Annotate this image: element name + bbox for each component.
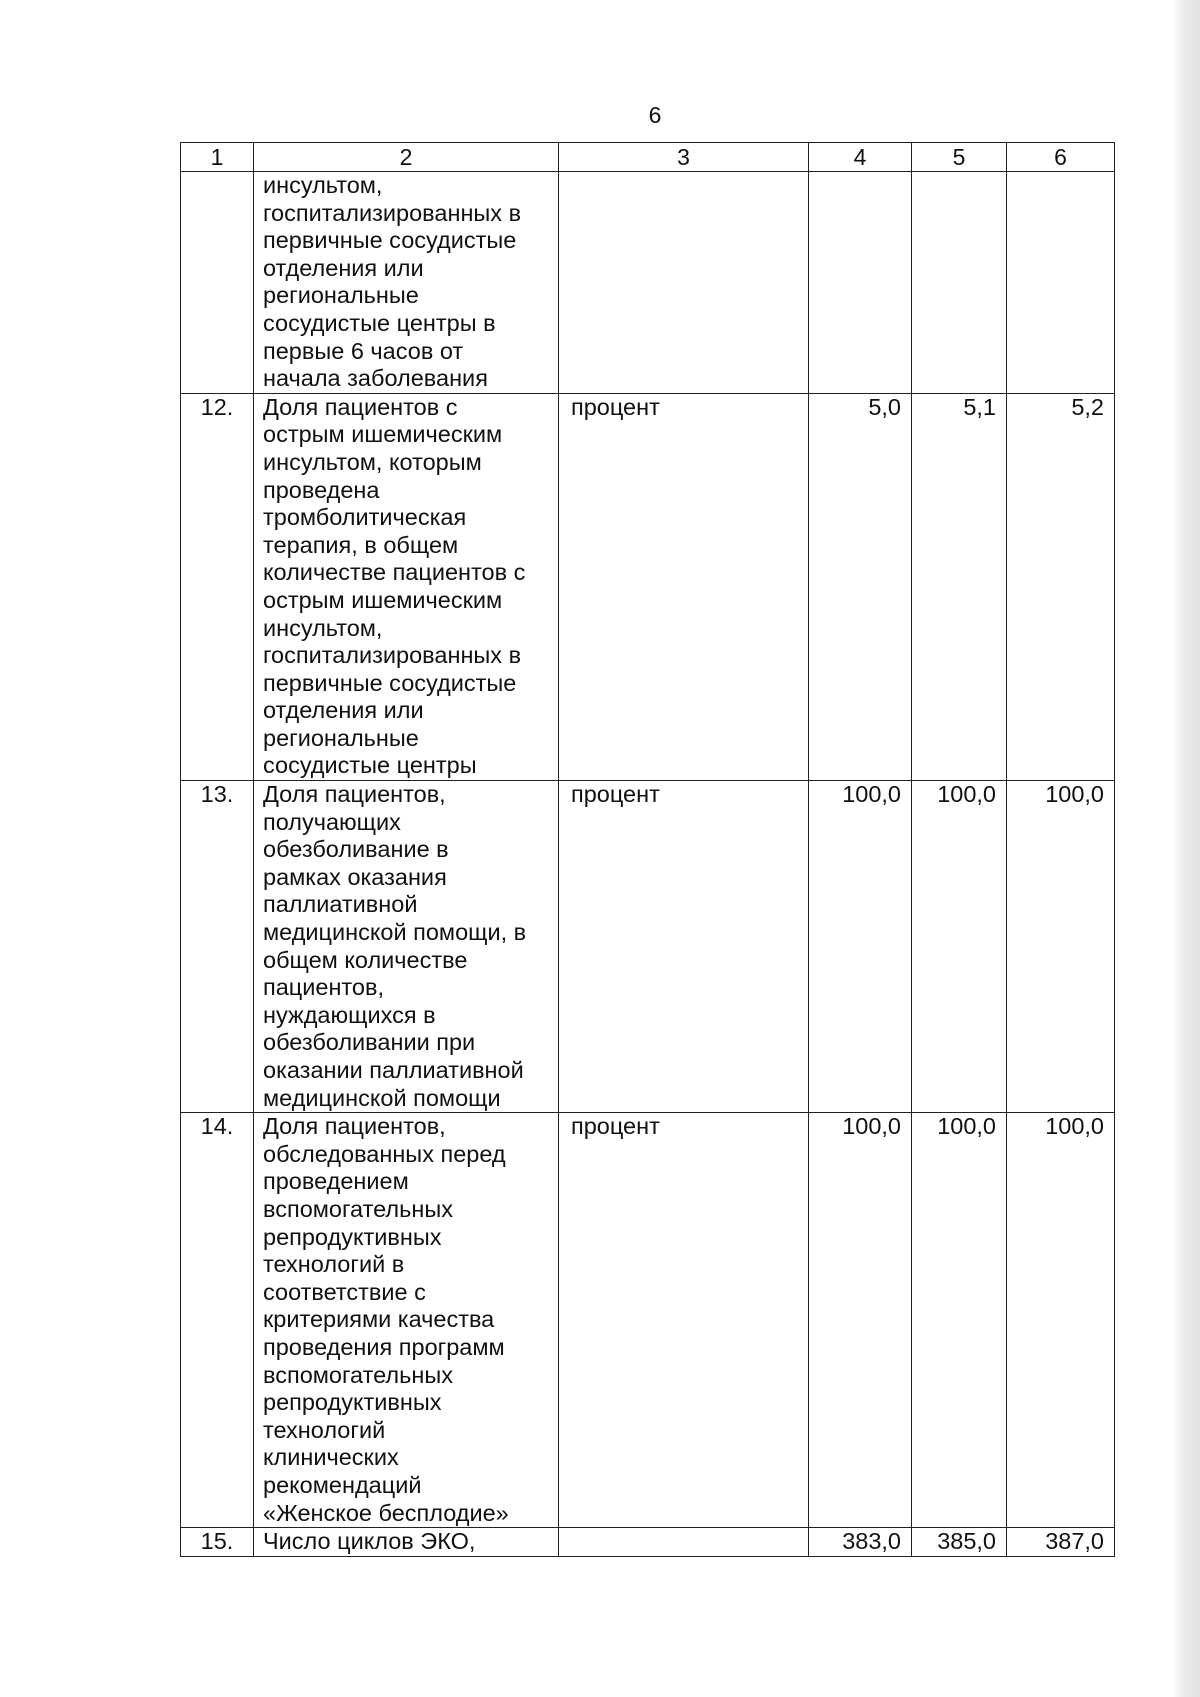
indicator-name-line: обследованных перед (263, 1140, 506, 1167)
value-col-4: 100,0 (809, 1113, 912, 1528)
indicator-name (254, 1113, 559, 1528)
indicator-name-line: технологий в (263, 1251, 405, 1278)
indicator-name-line: первичные сосудистые (263, 227, 517, 254)
value-col-4: 100,0 (809, 781, 912, 1113)
table-header-row (181, 143, 1115, 172)
indicator-name-line: обезболивание в (263, 836, 449, 863)
indicator-name-line: Доля пациентов, (263, 781, 446, 808)
indicator-name-line: репродуктивных (263, 1223, 442, 1250)
indicator-name-line: инсультом, (263, 614, 383, 641)
value-col-5 (912, 172, 1007, 394)
indicator-name (254, 781, 559, 1113)
unit-of-measure: процент (559, 393, 809, 780)
indicator-name-line: Число циклов ЭКО, (263, 1528, 476, 1555)
indicator-name-line: острым ишемическим (263, 586, 503, 613)
indicator-name (254, 172, 559, 394)
value-col-4: 383,0 (809, 1528, 912, 1557)
table-row (181, 172, 1115, 394)
value-col-5: 385,0 (912, 1528, 1007, 1557)
indicator-name-line: оказании паллиативной (263, 1057, 524, 1083)
indicator-name-line: проведена (263, 476, 380, 503)
value-col-4 (809, 172, 912, 394)
row-number: 12. (181, 393, 254, 780)
value-col-6 (1007, 172, 1115, 394)
indicator-name-line: госпитализированных в (263, 642, 522, 669)
indicator-name-line: рекомендаций (263, 1471, 422, 1498)
value-col-5: 100,0 (912, 1113, 1007, 1528)
column-header: 6 (1007, 143, 1115, 172)
unit-of-measure: процент (559, 1113, 809, 1528)
indicator-name-line: обезболивании при (263, 1029, 476, 1056)
indicator-name-line: отделения или (263, 254, 424, 281)
value-col-6: 5,2 (1007, 393, 1115, 780)
indicator-name-line: госпитализированных в (263, 199, 522, 226)
indicator-name-line: критериями качества (263, 1306, 495, 1333)
value-col-5: 100,0 (912, 781, 1007, 1113)
page-number: 6 (648, 102, 662, 128)
row-number: 14. (181, 1113, 254, 1528)
value-col-4: 5,0 (809, 393, 912, 780)
indicator-name (254, 393, 559, 780)
indicator-name-line: тромболитическая (263, 504, 467, 531)
indicator-name-line: Доля пациентов с (263, 393, 458, 420)
table-row (181, 1528, 1115, 1557)
indicator-name-line: технологий (263, 1416, 386, 1443)
unit-of-measure (559, 172, 809, 394)
indicator-name-line: вспомогательных (263, 1195, 453, 1222)
indicator-name-line: отделения или (263, 697, 424, 724)
value-col-6: 100,0 (1007, 1113, 1115, 1528)
indicator-name-line: инсультом, (263, 172, 383, 198)
indicator-name-line: паллиативной (263, 891, 418, 918)
unit-of-measure: процент (559, 781, 809, 1113)
indicator-name-line: терапия, в общем (263, 531, 459, 558)
indicators-table (180, 142, 1115, 1557)
indicator-name (254, 1528, 559, 1557)
column-header: 1 (181, 143, 254, 172)
indicator-name-line: проведением (263, 1168, 409, 1195)
indicator-name-line: острым ишемическим (263, 421, 503, 448)
indicator-name-line: Доля пациентов, (263, 1113, 446, 1140)
indicator-name-line: первые 6 часов от (263, 337, 464, 364)
indicator-name-line: региональные (263, 282, 419, 309)
indicator-name-line: количестве пациентов с (263, 559, 526, 586)
column-header: 2 (254, 143, 559, 172)
indicator-name-line: соответствие с (263, 1278, 426, 1305)
indicator-name-line: инсультом, которым (263, 448, 482, 475)
unit-of-measure (559, 1528, 809, 1557)
value-col-6: 100,0 (1007, 781, 1115, 1113)
table-body (181, 172, 1115, 1557)
indicator-name-line: сосудистые центры в (263, 309, 496, 336)
column-header: 5 (912, 143, 1007, 172)
row-number (181, 172, 254, 394)
indicator-name-line: вспомогательных (263, 1361, 453, 1388)
indicator-name-line: начала заболевания (263, 365, 488, 392)
table-row (181, 393, 1115, 780)
indicator-name-line: общем количестве (263, 946, 468, 973)
value-col-5: 5,1 (912, 393, 1007, 780)
indicator-name-line: региональные (263, 724, 419, 751)
table-row (181, 781, 1115, 1113)
indicator-name-line: медицинской помощи, в (263, 919, 527, 946)
row-number: 15. (181, 1528, 254, 1557)
indicator-name-line: получающих (263, 808, 401, 835)
indicator-name-line: первичные сосудистые (263, 669, 517, 696)
scan-page-edge (1172, 0, 1200, 1697)
indicator-name-line: рамках оказания (263, 863, 447, 890)
indicator-name-line: «Женское бесплодие» (263, 1499, 509, 1526)
column-header: 4 (809, 143, 912, 172)
table-row (181, 1113, 1115, 1528)
indicator-name-line: проведения программ (263, 1333, 505, 1360)
value-col-6: 387,0 (1007, 1528, 1115, 1557)
column-header: 3 (559, 143, 809, 172)
indicator-name-line: клинических (263, 1444, 399, 1471)
indicator-name-line: пациентов, (263, 974, 385, 1001)
indicator-name-line: репродуктивных (263, 1389, 442, 1416)
indicator-name-line: нуждающихся в (263, 1001, 436, 1028)
indicator-name-line: сосудистые центры (263, 752, 477, 779)
row-number: 13. (181, 781, 254, 1113)
indicator-name-line: медицинской помощи (263, 1084, 501, 1111)
